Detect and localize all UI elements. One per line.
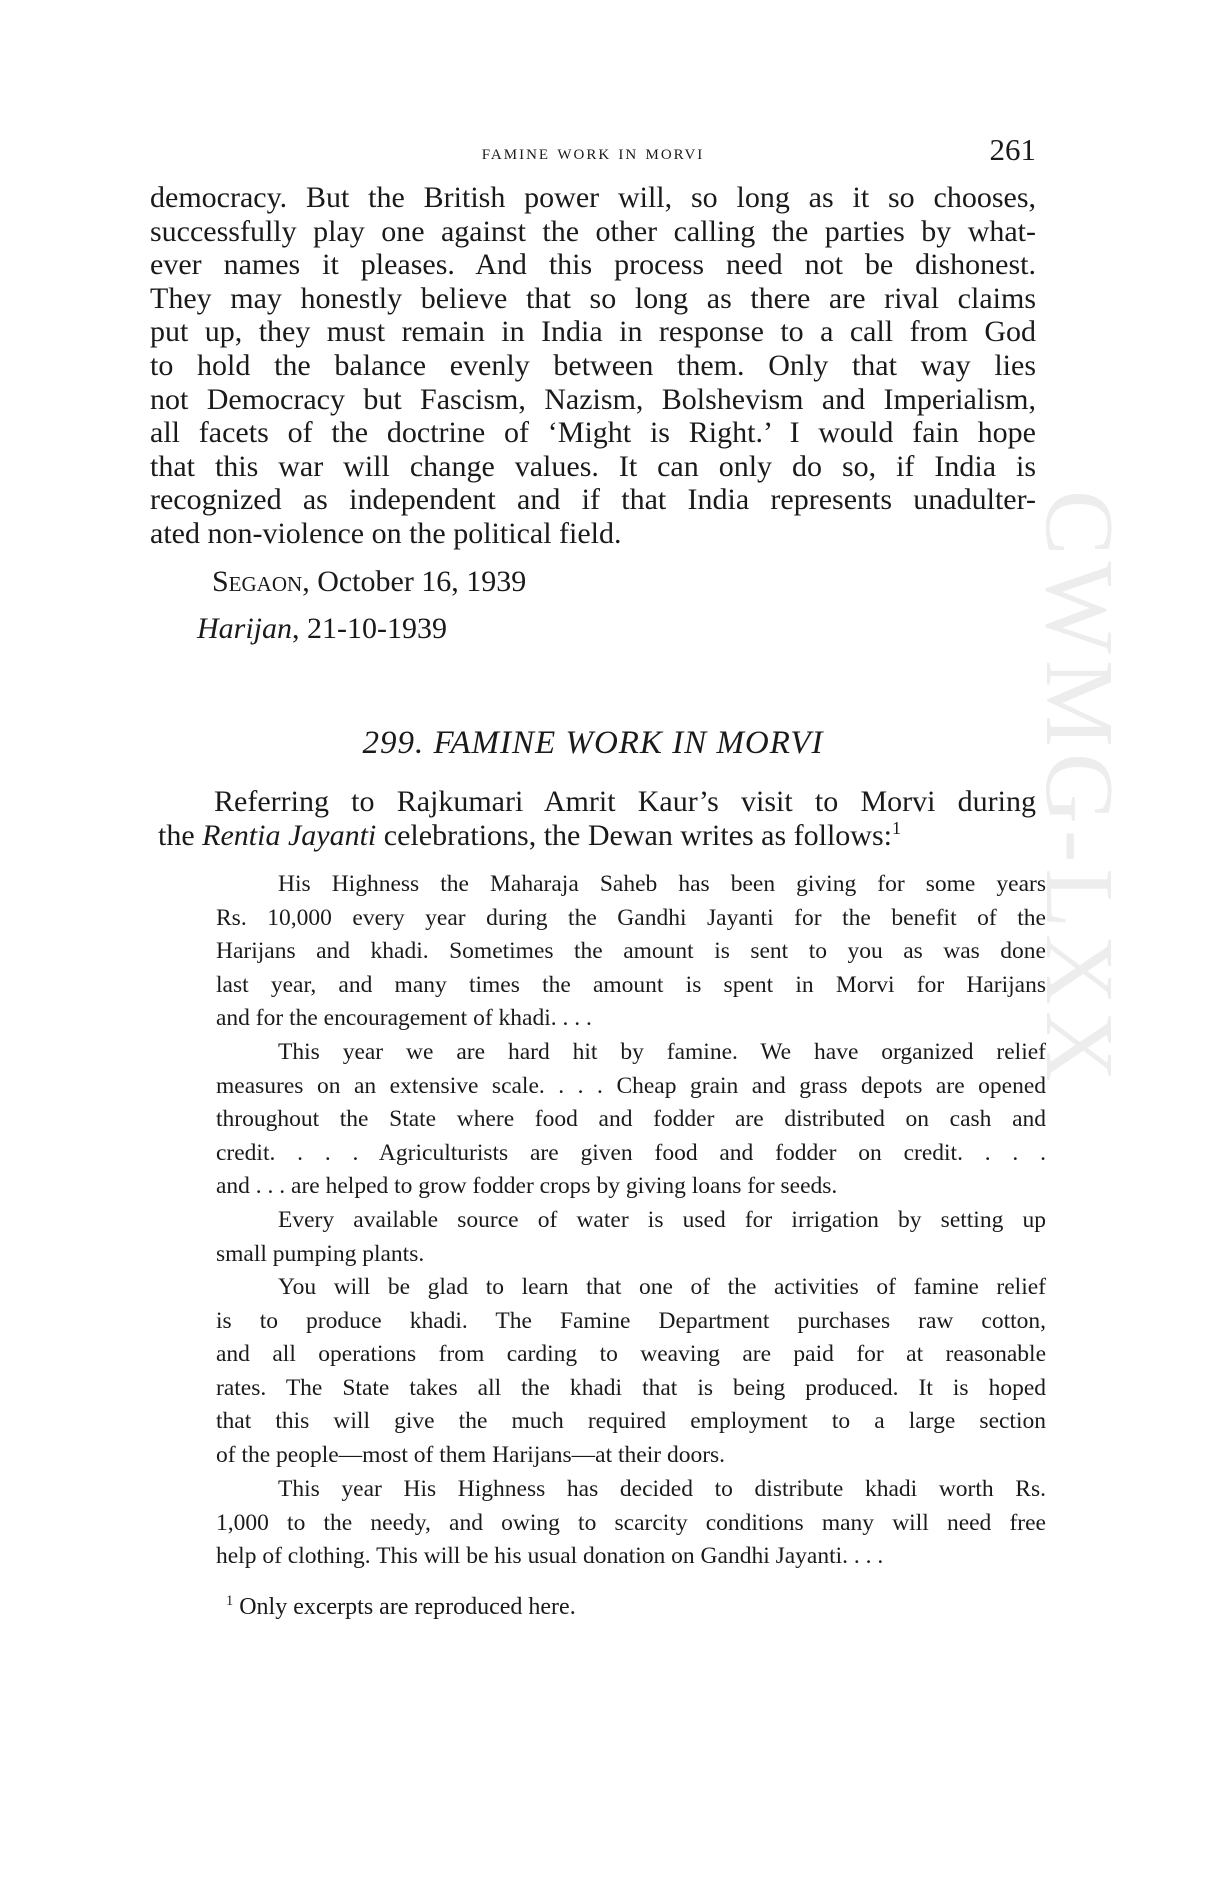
source-journal: Harijan [197, 612, 293, 645]
quote-paragraph [216, 1204, 1046, 1271]
quote-line: His Highness the Maharaja Saheb has been giving for some years [278, 871, 1046, 897]
text-line: recognized as independent and if that India represents unadulter- [150, 483, 1036, 517]
text-line: successfully play one against the other calling the parties by what- [150, 214, 1036, 248]
quote-line: This year His Highness has decided to distribute khadi worth Rs. [278, 1476, 1046, 1502]
text-line: not Democracy but Fascism, Nazism, Bolshevism and Imperialism, [150, 382, 1036, 416]
quote-line: that this will give the much required employment to a large section [216, 1408, 1046, 1435]
footnote-ref: 1 [891, 818, 901, 838]
quote-line: throughout the State where food and fodder are distributed on cash and [216, 1106, 1046, 1133]
intro-festival: Rentia Jayanti [202, 819, 377, 852]
text-line: democracy. But the British power will, so long as it so chooses, [150, 181, 1036, 214]
running-head [150, 132, 1036, 172]
quote-line: of the people—most of them Harijans—at their doors. [216, 1441, 726, 1468]
quote-line: and for the encouragement of khadi. . . . [216, 1005, 592, 1032]
source-date: , 21-10-1939 [292, 612, 447, 645]
quote-line: measures on an extensive scale. . . . Cheap grain and grass depots are opened [216, 1072, 1046, 1099]
quote-paragraph [216, 1271, 1046, 1473]
quote-line: small pumping plants. [216, 1240, 425, 1267]
text-line: that this war will change values. It can only do so, if India is [150, 449, 1036, 483]
text-line: They may honestly believe that so long as there are rival claims [150, 281, 1036, 315]
quote-line: and all operations from carding to weaving are paid for at reasonable [216, 1341, 1046, 1368]
quote-paragraph [216, 1473, 1046, 1574]
running-title: famine work in morvi [481, 140, 705, 164]
footnote [226, 1594, 576, 1621]
intro-paragraph [150, 785, 1036, 853]
quote-line: last year, and many times the amount is spent in Morvi for Harijans [216, 971, 1046, 998]
quote-line: Every available source of water is used for irrigation by setting up [278, 1207, 1046, 1233]
quote-line: Rs. 10,000 every year during the Gandhi Jayanti for the benefit of the [216, 904, 1046, 931]
text-line: ated non-violence on the political field. [150, 516, 622, 550]
text-line: ever names it pleases. And this process need not be dishonest. [150, 248, 1036, 282]
intro-line: Referring to Rajkumari Amrit Kaur’s visit to Morvi during [214, 785, 1036, 818]
dateline [212, 565, 526, 599]
page-number: 261 [989, 132, 1036, 167]
text-line: all facets of the doctrine of ‘Might is Right.’ I would fain hope [150, 416, 1036, 450]
quote-line: and . . . are helped to grow fodder crops by giving loans for seeds. [216, 1173, 838, 1200]
quote-line: You will be glad to learn that one of the activities of famine relief [278, 1274, 1046, 1300]
quote-line: 1,000 to the needy, and owing to scarcity conditions many will need free [216, 1509, 1046, 1536]
quote-line: rates. The State takes all the khadi that is being produced. It is hoped [216, 1374, 1046, 1401]
intro-text: celebrations, the Dewan writes as follows: [376, 819, 892, 852]
dateline-date: , October 16, 1939 [302, 565, 527, 598]
quote-paragraph [216, 868, 1046, 1036]
section-title: 299. FAMINE WORK IN MORVI [362, 725, 824, 761]
quote-line: is to produce khadi. The Famine Department purchases raw cotton, [216, 1307, 1046, 1334]
source-citation [197, 612, 447, 646]
watermark-text: CWMG-LXX [1025, 490, 1133, 1088]
text-line: put up, they must remain in India in response to a call from God [150, 315, 1036, 349]
text-line: to hold the balance evenly between them. Only that way lies [150, 348, 1036, 382]
intro-line [150, 819, 1036, 853]
intro-text: the [158, 819, 203, 852]
quote-line: This year we are hard hit by famine. We have organized relief [278, 1039, 1046, 1065]
quote-line: Harijans and khadi. Sometimes the amount is sent to you as was done [216, 938, 1046, 965]
quote-line: help of clothing. This will be his usual donation on Gandhi Jayanti. . . . [216, 1543, 884, 1570]
quote-line: credit. . . . Agriculturists are given food and fodder on credit. . . . [216, 1139, 1046, 1166]
footnote-marker: 1 [226, 1593, 234, 1609]
dateline-place: Segaon [212, 565, 303, 598]
quote-paragraph [216, 1036, 1046, 1204]
continuation-paragraph [150, 181, 1036, 551]
footnote-text: Only excerpts are reproduced here. [233, 1594, 576, 1620]
